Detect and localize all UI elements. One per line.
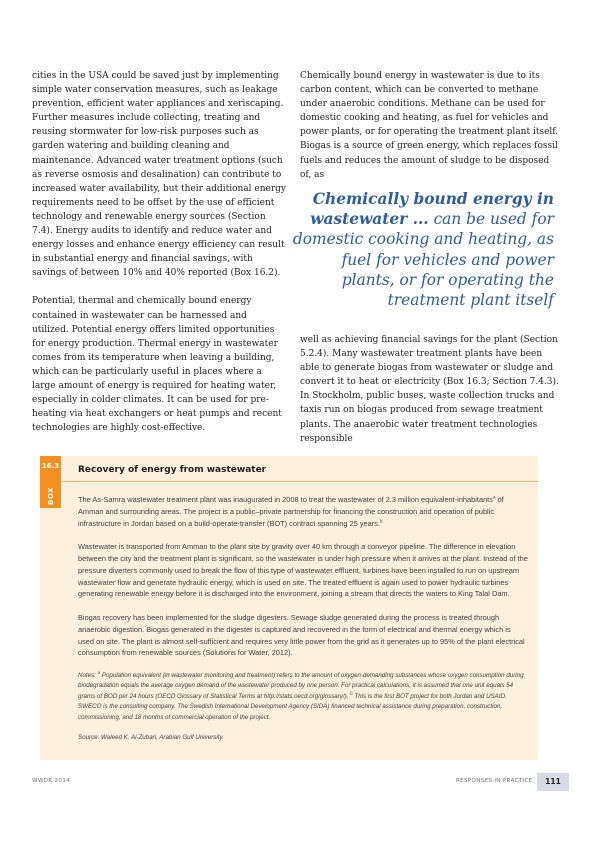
box-number: 16.3 bbox=[41, 462, 60, 470]
box-label-text: BOX bbox=[46, 487, 55, 505]
footnote-marker: b bbox=[350, 690, 353, 696]
body-paragraph: cities in the USA could be saved just by implementing simple water conservation measures, such as leakage prevention, efficient water appliances and xeriscaping. Further measures include collecting, treating and reusing stormwater for low-risk purposes such as garden watering and building cleaning and maintenance. Advanced water treatment options (such as reverse osmosis and desalination) can contribute to increased water availability, but their additional energy requirements need to be offset by the use of efficient technology and renewable energy sources (Section 7.4). Energy audits to identify and reduce water and energy losses and enhance energy efficiency can result in substantial energy and financial savings, with savings of between 10% and 40% reported (Box 16.2). bbox=[32, 71, 287, 279]
box-paragraph bbox=[78, 494, 528, 529]
box-text: of Amman and surrounding areas. The project is a public–private partnership for financing the construction and operation of public infrastructure in Jordan based on a build-operate-transfer (BOT) contract spanning 25 years. bbox=[78, 495, 504, 528]
pull-quote-rest: can be used for domestic cooking and heating, as fuel for vehicles and power plants, or for operating the treatment plant itself bbox=[292, 210, 554, 310]
body-paragraph: Chemically bound energy in wastewater is due to its carbon content, which can be converted to methane under anaerobic conditions. Methane can be used for domestic cooking and heating, as fuel for vehicles and power plants, or for operating the treatment plant itself. Biogas is a source of green energy, which replaces fossil fuels and reduces the amount of sludge to be disposed of, as bbox=[300, 71, 559, 180]
box-paragraph: Wastewater is transported from Amman to the plant site by gravity over 40 km through a conveyor pipeline. The difference in elevation between the city and the treatment plant is significant, so the wastewater is under high pressure when it arrives at the plant. Instead of the pressure diverters commonly used to break the flow of this type of wastewater effluent, turbines have been installed to run on upstream wastewater flow and generate hydraulic energy, which is used on site. The treated effluent is again used to power hydraulic turbines generating renewable energy before it is discharged into the environment, joining a stream that directs the waters to King Talal Dam. bbox=[78, 542, 528, 599]
footer-report-title: WWDR 2014 bbox=[32, 778, 70, 784]
box-paragraph: Biogas recovery has been implemented for the sludge digesters. Sewage sludge generated during the process is treated through anaerobic digestion. Biogas generated in the digester is captured and recovered in the form of electrical and thermal energy which is used on site. The plant is almost self-sufficient and requires very little power from the grid as it generates up to 95% of the plant electrical consumption from renewable sources (Solutions for Water, 2012). bbox=[78, 612, 525, 658]
footnote-marker: a bbox=[97, 669, 101, 675]
pull-quote bbox=[292, 189, 554, 310]
note-text: Population equivalent (in wastewater monitoring and treatment) refers to the amount of oxygen-demanding substances whose oxygen consumption during biodegradation equals the average oxygen demand of the wastewater produced by one person. For practical calculations, it is assumed that one unit equals 54 grams of BOD per 24 hours (OECD Glossary of Statistical Terms at http://stats.oecd.org/glossary/). bbox=[78, 671, 524, 700]
box-notes bbox=[78, 671, 528, 723]
left-column bbox=[32, 69, 286, 435]
body-paragraph: well as achieving financial savings for the plant (Section 5.2.4). Many wastewater treatment plants have been able to generate biogas from wastewater or sludge and convert it to heat or electricity (Box 16.3; Section 7.4.3). In Stockholm, public buses, waste collection trucks and taxis run on biogas produced from sewage treatment plants. The anaerobic water treatment technologies responsible bbox=[300, 335, 559, 444]
right-column-top bbox=[300, 69, 562, 182]
box-label bbox=[40, 486, 61, 506]
box-source: Source: Waleed K. Al-Zubari, Arabian Gulf University. bbox=[78, 734, 224, 742]
note-text: This is the first BOT project for both Jordan and USAID. SWECO is the consulting company. The Swedish International Development Agency (SIDA) financed technical assistance during preparation, construction, commissioning, and 18 months of commercial operation of the project. bbox=[78, 692, 507, 721]
footnote-marker: b bbox=[379, 518, 383, 524]
footnote-marker: a bbox=[492, 494, 496, 500]
body-paragraph: Potential, thermal and chemically bound energy contained in wastewater can be harnessed and utilized. Potential energy offers limited opportunities for energy production. Thermal energy in wastewater comes from its temperature when leaving a building, which can be particularly useful in places where a large amount of energy is required for heating water, especially in colder climates. It can be used for pre-heating via heat exchangers or heat pumps and recent technologies are highly cost-effective. bbox=[32, 296, 282, 434]
box-body bbox=[78, 494, 528, 754]
box-divider bbox=[62, 481, 538, 482]
footer-section-title: RESPONSES IN PRACTICE bbox=[456, 778, 533, 784]
box-text: The As-Samra wastewater treatment plant was inaugurated in 2008 to treat the wastewater of 2.3 million equivalent-inhabitants bbox=[78, 495, 493, 504]
right-column-bottom bbox=[300, 333, 562, 446]
pull-quote-bold: Chemically bound energy in wastewater ... bbox=[310, 190, 554, 229]
notes-prefix: Notes: bbox=[78, 671, 98, 679]
box-title: Recovery of energy from wastewater bbox=[78, 465, 267, 475]
page-number: 111 bbox=[537, 773, 569, 791]
